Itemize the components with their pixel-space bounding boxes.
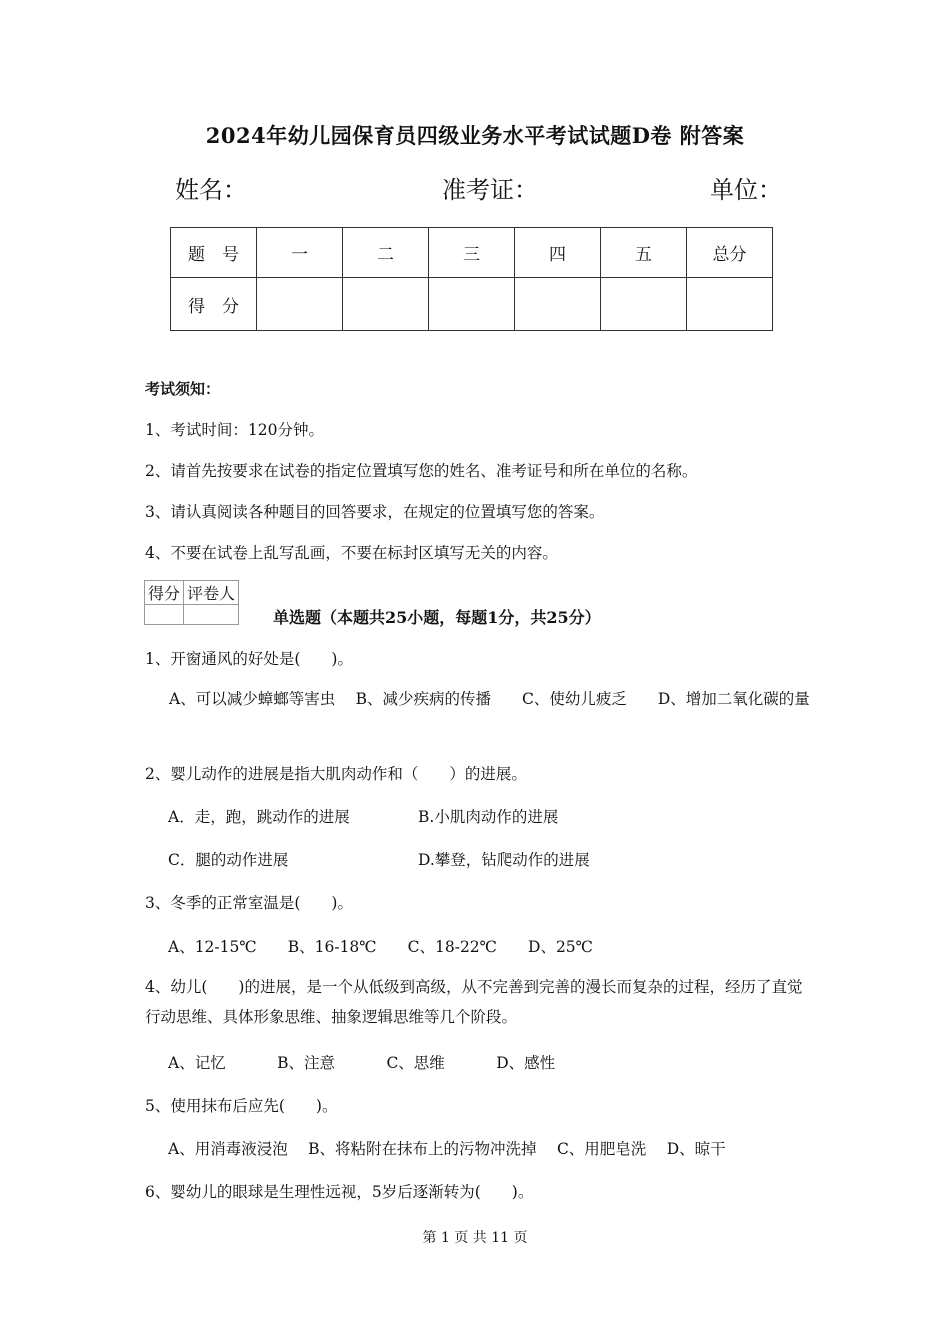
notice-item: 1、考试时间：120分钟。 [145, 421, 324, 439]
notice-item: 3、请认真阅读各种题目的回答要求，在规定的位置填写您的答案。 [145, 503, 605, 521]
question-1-stem: 1、开窗通风的好处是( )。 [145, 650, 353, 668]
grader-score-cell[interactable] [145, 605, 184, 625]
score-cell[interactable] [257, 278, 343, 331]
grader-name-cell[interactable] [184, 605, 239, 625]
question-6-stem: 6、婴幼儿的眼球是生理性远视，5岁后逐渐转为( )。 [145, 1183, 534, 1201]
score-cell[interactable] [515, 278, 601, 331]
question-2-option-d: D.攀登，钻爬动作的进展 [418, 851, 590, 869]
question-5-stem: 5、使用抹布后应先( )。 [145, 1097, 338, 1115]
question-2-option-b: B.小肌肉动作的进展 [418, 808, 559, 826]
section-5-header: 五 [601, 228, 687, 278]
question-2-stem: 2、婴儿动作的进展是指大肌肉动作和（ ）的进展。 [145, 765, 527, 783]
notice-item: 4、不要在试卷上乱写乱画，不要在标封区填写无关的内容。 [145, 544, 558, 562]
page-title: 2024年幼儿园保育员四级业务水平考试试题D卷 附答案 [205, 123, 745, 148]
score-row-label: 得 分 [171, 278, 257, 331]
question-2-option-c: C．腿的动作进展 [168, 851, 289, 869]
question-number-header: 题 号 [171, 228, 257, 278]
question-2-option-a: A．走，跑，跳动作的进展 [168, 808, 350, 826]
score-table-score-row [171, 278, 773, 331]
unit-label: 单位： [710, 176, 782, 204]
notice-item: 2、请首先按要求在试卷的指定位置填写您的姓名、准考证号和所在单位的名称。 [145, 462, 698, 480]
score-table-header-row [171, 228, 773, 278]
question-1-options: A、可以减少蟑螂等害虫 B、减少疾病的传播 C、使幼儿疲乏 D、增加二氧化碳的量 [169, 690, 810, 708]
question-3-options: A、12-15℃ B、16-18℃ C、18-22℃ D、25℃ [168, 938, 594, 956]
page-footer: 第 1 页 共 11 页 [422, 1230, 528, 1246]
score-cell[interactable] [601, 278, 687, 331]
question-4-options: A、记忆 B、注意 C、思维 D、感性 [168, 1054, 556, 1072]
exam-number-label: 准考证： [442, 176, 538, 204]
notice-heading: 考试须知： [145, 380, 221, 398]
question-3-stem: 3、冬季的正常室温是( )。 [145, 894, 353, 912]
name-label: 姓名： [175, 176, 247, 204]
section-3-header: 三 [429, 228, 515, 278]
section-title: 单选题（本题共25小题，每题1分，共25分） [273, 608, 601, 627]
question-5-options: A、用消毒液浸泡 B、将粘附在抹布上的污物冲洗掉 C、用肥皂洗 D、晾干 [168, 1140, 726, 1158]
score-table [170, 227, 773, 331]
grader-name-label: 评卷人 [184, 581, 239, 605]
score-cell[interactable] [343, 278, 429, 331]
total-header: 总分 [687, 228, 773, 278]
question-4-stem: 4、幼儿( )的进展，是一个从低级到高级，从不完善到完善的漫长而复杂的过程，经历了直觉行动思维、具体形象思维、抽象逻辑思维等几个阶段。 [145, 978, 803, 1026]
grader-score-label: 得分 [145, 581, 184, 605]
section-4-header: 四 [515, 228, 601, 278]
section-2-header: 二 [343, 228, 429, 278]
section-1-header: 一 [257, 228, 343, 278]
grader-box [144, 580, 239, 625]
score-cell[interactable] [687, 278, 773, 331]
score-cell[interactable] [429, 278, 515, 331]
